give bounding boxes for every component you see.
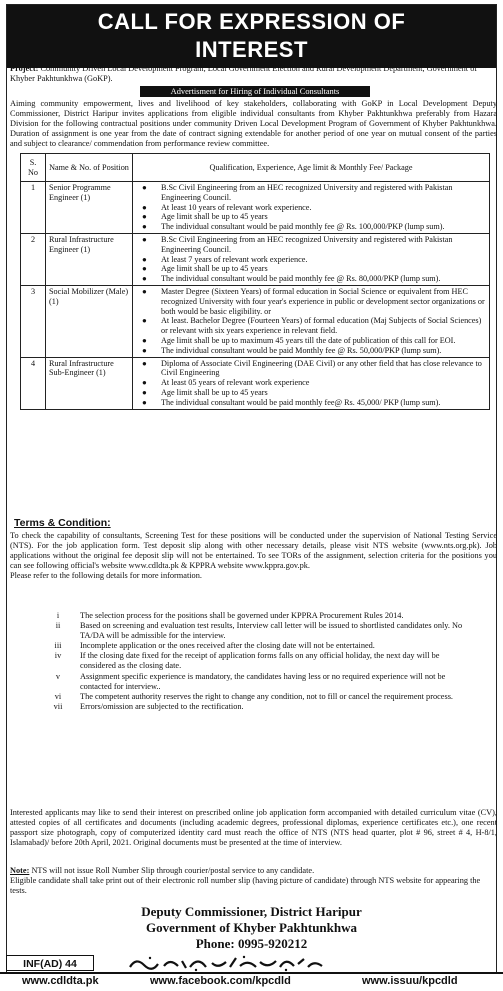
- terms-paragraph: [10, 531, 497, 581]
- terms-list: [50, 611, 470, 712]
- list-item: vii Errors/omission are subjected to the rectification.: [53, 701, 244, 711]
- list-item: iii Incomplete application or the ones received after the closing date will not be entertained.: [54, 641, 375, 651]
- list-item: vi The competent authority reserves the right to change any condition, not to fill or cancel the requirement process.: [54, 691, 454, 701]
- project-line: [10, 64, 497, 84]
- signature-block: [0, 904, 503, 952]
- qualification-item: ● The individual consultant would be paid monthly fee @ Rs. 100,000/PKP (lump sum).: [142, 222, 445, 232]
- project-label: Project:: [10, 64, 39, 73]
- qualification-item: ● B.Sc Civil Engineering from an HEC recognized University and registered with Pakistan Engineering Council.: [142, 234, 453, 254]
- bullet-icon: ●: [142, 397, 147, 407]
- table-header-row: [21, 154, 490, 182]
- row-position: Rural Infrastructure Sub-Engineer (1): [46, 357, 133, 409]
- row-sno: 3: [21, 285, 46, 357]
- urdu-calligraphy-icon: [126, 955, 326, 972]
- header-position: Name & No. of Position: [46, 154, 133, 182]
- row-qualifications: [133, 357, 490, 409]
- qualification-item: ● Age limit shall be up to 45 years: [142, 212, 268, 222]
- qualification-item: ● At least 10 years of relevant work experience.: [142, 202, 312, 212]
- terms-heading: Terms & Condition:: [14, 517, 111, 529]
- bullet-icon: ●: [142, 378, 147, 388]
- row-qualifications: [133, 233, 490, 285]
- row-position: Senior Programme Engineer (1): [46, 182, 133, 234]
- qualification-item: ● Age limit shall be up to maximum 45 years till the date of publication of this call for EOI.: [142, 335, 456, 345]
- row-qualifications: [133, 285, 490, 357]
- bullet-icon: ●: [142, 183, 147, 192]
- row-sno: 1: [21, 182, 46, 234]
- header-banner: [7, 5, 496, 68]
- row-qualifications: [133, 182, 490, 234]
- list-item: i The selection process for the positions shall be governed under KPPRA Procurement Rules 2014.: [56, 611, 404, 620]
- row-position: Social Mobilizer (Male) (1): [46, 285, 133, 357]
- advertisement-bar: Advertisment for Hiring of Individual Consultants: [140, 86, 370, 97]
- intro-paragraph: Aiming community empowerment, lives and livelihood of key stakeholders, collaborating with GoKP in Local Development Deputy Commissioner, District Haripur invites applications from eligible individual consultants from Khyber Pakhtunkhwa preferably from Hazara Division for the following contractual positions under community Driven Local Development Program of Government of Khyber Pakhtunkhwa. Duration of assignment is one year from the date of contract signing extendable for another period of one year on mutual consent of the parties and subject to clearance/ commendation from performance review committee.: [10, 99, 497, 149]
- positions-table: [20, 153, 490, 410]
- note-block: [10, 866, 497, 896]
- note-line2: Eligible candidate shall take print out of their electronic roll number slip (having picture of candidate) through NTS website for appearing the tests.: [10, 876, 481, 896]
- bullet-icon: ●: [142, 345, 147, 355]
- list-item: ii Based on screening and evaluation test results, Interview call letter will be issued to shortlisted candidates only. No TA/DA will be admissible for the interview.: [55, 621, 463, 641]
- reference-number: INF(AD) 44: [6, 955, 94, 971]
- web-links-bar: [0, 972, 503, 991]
- qualification-item: ● At least 7 years of relevant work experience.: [142, 254, 308, 264]
- urdu-slogan-logo: [126, 955, 326, 972]
- list-item: v Assignment specific experience is mandatory, the candidates having less or no required experience will not be contacted for interview..: [55, 671, 446, 691]
- qualification-item: ● B.Sc Civil Engineering from an HEC recognized University and registered with Pakistan Engineering Council.: [142, 183, 453, 202]
- table-row: [21, 182, 490, 234]
- link-facebook[interactable]: www.facebook.com/kpcdld: [150, 975, 291, 987]
- table-row: [21, 357, 490, 409]
- header-sno: S. No: [21, 154, 46, 182]
- link-issuu[interactable]: www.issuu/kpcdld: [362, 975, 458, 987]
- note-label: Note:: [10, 866, 30, 875]
- bullet-icon: ●: [142, 212, 147, 222]
- qualification-item: ● Diploma of Associate Civil Engineering (DAE Civil) or any other field that has close relevance to Civil Engineering: [142, 358, 482, 378]
- qualification-item: ● The individual consultant would be paid monthly fee @ Rs. 80,000/PKP (lump sum).: [142, 274, 441, 284]
- link-cdldta[interactable]: www.cdldta.pk: [22, 975, 99, 987]
- qualification-item: ● The individual consultant would be paid Monthly fee @ Rs. 50,000/PKP (lump sum).: [142, 345, 442, 355]
- bullet-icon: ●: [142, 222, 147, 232]
- bullet-icon: ●: [142, 202, 147, 212]
- table-row: [21, 285, 490, 357]
- note-line1: NTS will not issue Roll Number Slip through courier/postal service to any candidate.: [31, 866, 315, 875]
- bullet-icon: ●: [142, 286, 147, 296]
- terms-text: To check the capability of consultants, Screening Test for these positions will be conducted under the supervision of National Testing Service (NTS). For the job application form. Test deposit slip along with other necessary details, please visit NTS website (www.nts.org.pk). Job applications without the original fee deposit slip will not be entertained. To see TORs of the assignment, selection criteria for the positions you can see following official's website www.cdldta.pk & KPPRA website www.kppra.gov.pk.: [10, 531, 497, 571]
- project-text: Community Driven Local Development Program, Local Government Election and Rural Development Department, Government of Khyber Pakhtunkhwa (GoKP).: [10, 64, 478, 83]
- footer-bar: [6, 955, 497, 972]
- qualification-item: ● Age limit shall be up to 45 years: [142, 264, 268, 274]
- bullet-icon: ●: [142, 335, 147, 345]
- application-instructions: Interested applicants may like to send their interest on prescribed online job application form accompanied with detailed curriculum vitae (CV), attested copies of all certificates and documents (including academic degrees, professional diplomas, experience certificates etc.), one recent passport size photograph, copy of computerized identity card must reach the office of NTS (NTS head quarter, plot # 96, street # 4, H-8/1, Islamabad)/ before 20th April, 2021. Original documents must be presented at the time of interview.: [10, 808, 497, 848]
- qualification-item: ● The individual consultant would be paid monthly fee@ Rs. 45,000/ PKP (lump sum).: [142, 397, 441, 407]
- header-title-line2: INTEREST: [195, 37, 308, 62]
- table-row: [21, 233, 490, 285]
- bullet-icon: ●: [142, 387, 147, 397]
- qualification-item: ● Master Degree (Sixteen Years) of formal education in Social Science or equivalent from HEC recognized University with four year's experience in public or development sector organizations or both would be basic eligibility. or: [142, 286, 485, 316]
- bullet-icon: ●: [142, 358, 147, 368]
- row-position: Rural Infrastructure Engineer (1): [46, 233, 133, 285]
- list-item: iv If the closing date fixed for the receipt of application forms falls on any official holiday, the next day will be considered as the closing date.: [54, 651, 440, 671]
- bullet-icon: ●: [142, 274, 147, 284]
- header-title-line1: CALL FOR EXPRESSION OF: [97, 9, 406, 34]
- bullet-icon: ●: [142, 264, 147, 274]
- signature-government: Government of Khyber Pakhtunkhwa: [145, 920, 358, 935]
- row-sno: 4: [21, 357, 46, 409]
- qualification-item: ● At least 05 years of relevant work experience: [142, 378, 310, 388]
- signature-phone: Phone: 0995-920212: [195, 936, 308, 951]
- header-qualification: Qualification, Experience, Age limit & Monthly Fee/ Package: [133, 154, 490, 182]
- bullet-icon: ●: [142, 316, 147, 326]
- signature-title: Deputy Commissioner, District Haripur: [141, 904, 362, 919]
- terms-refer: Please refer to the following details for more information.: [10, 571, 202, 581]
- bullet-icon: ●: [142, 254, 147, 264]
- bullet-icon: ●: [142, 234, 147, 244]
- row-sno: 2: [21, 233, 46, 285]
- qualification-item: ● Age limit shall be up to 45 years: [142, 387, 268, 397]
- qualification-item: ● At least. Bachelor Degree (Fourteen Years) of formal education (Maj Subjects of Social Sciences) or relevant with six years experience in relevant field.: [142, 316, 482, 336]
